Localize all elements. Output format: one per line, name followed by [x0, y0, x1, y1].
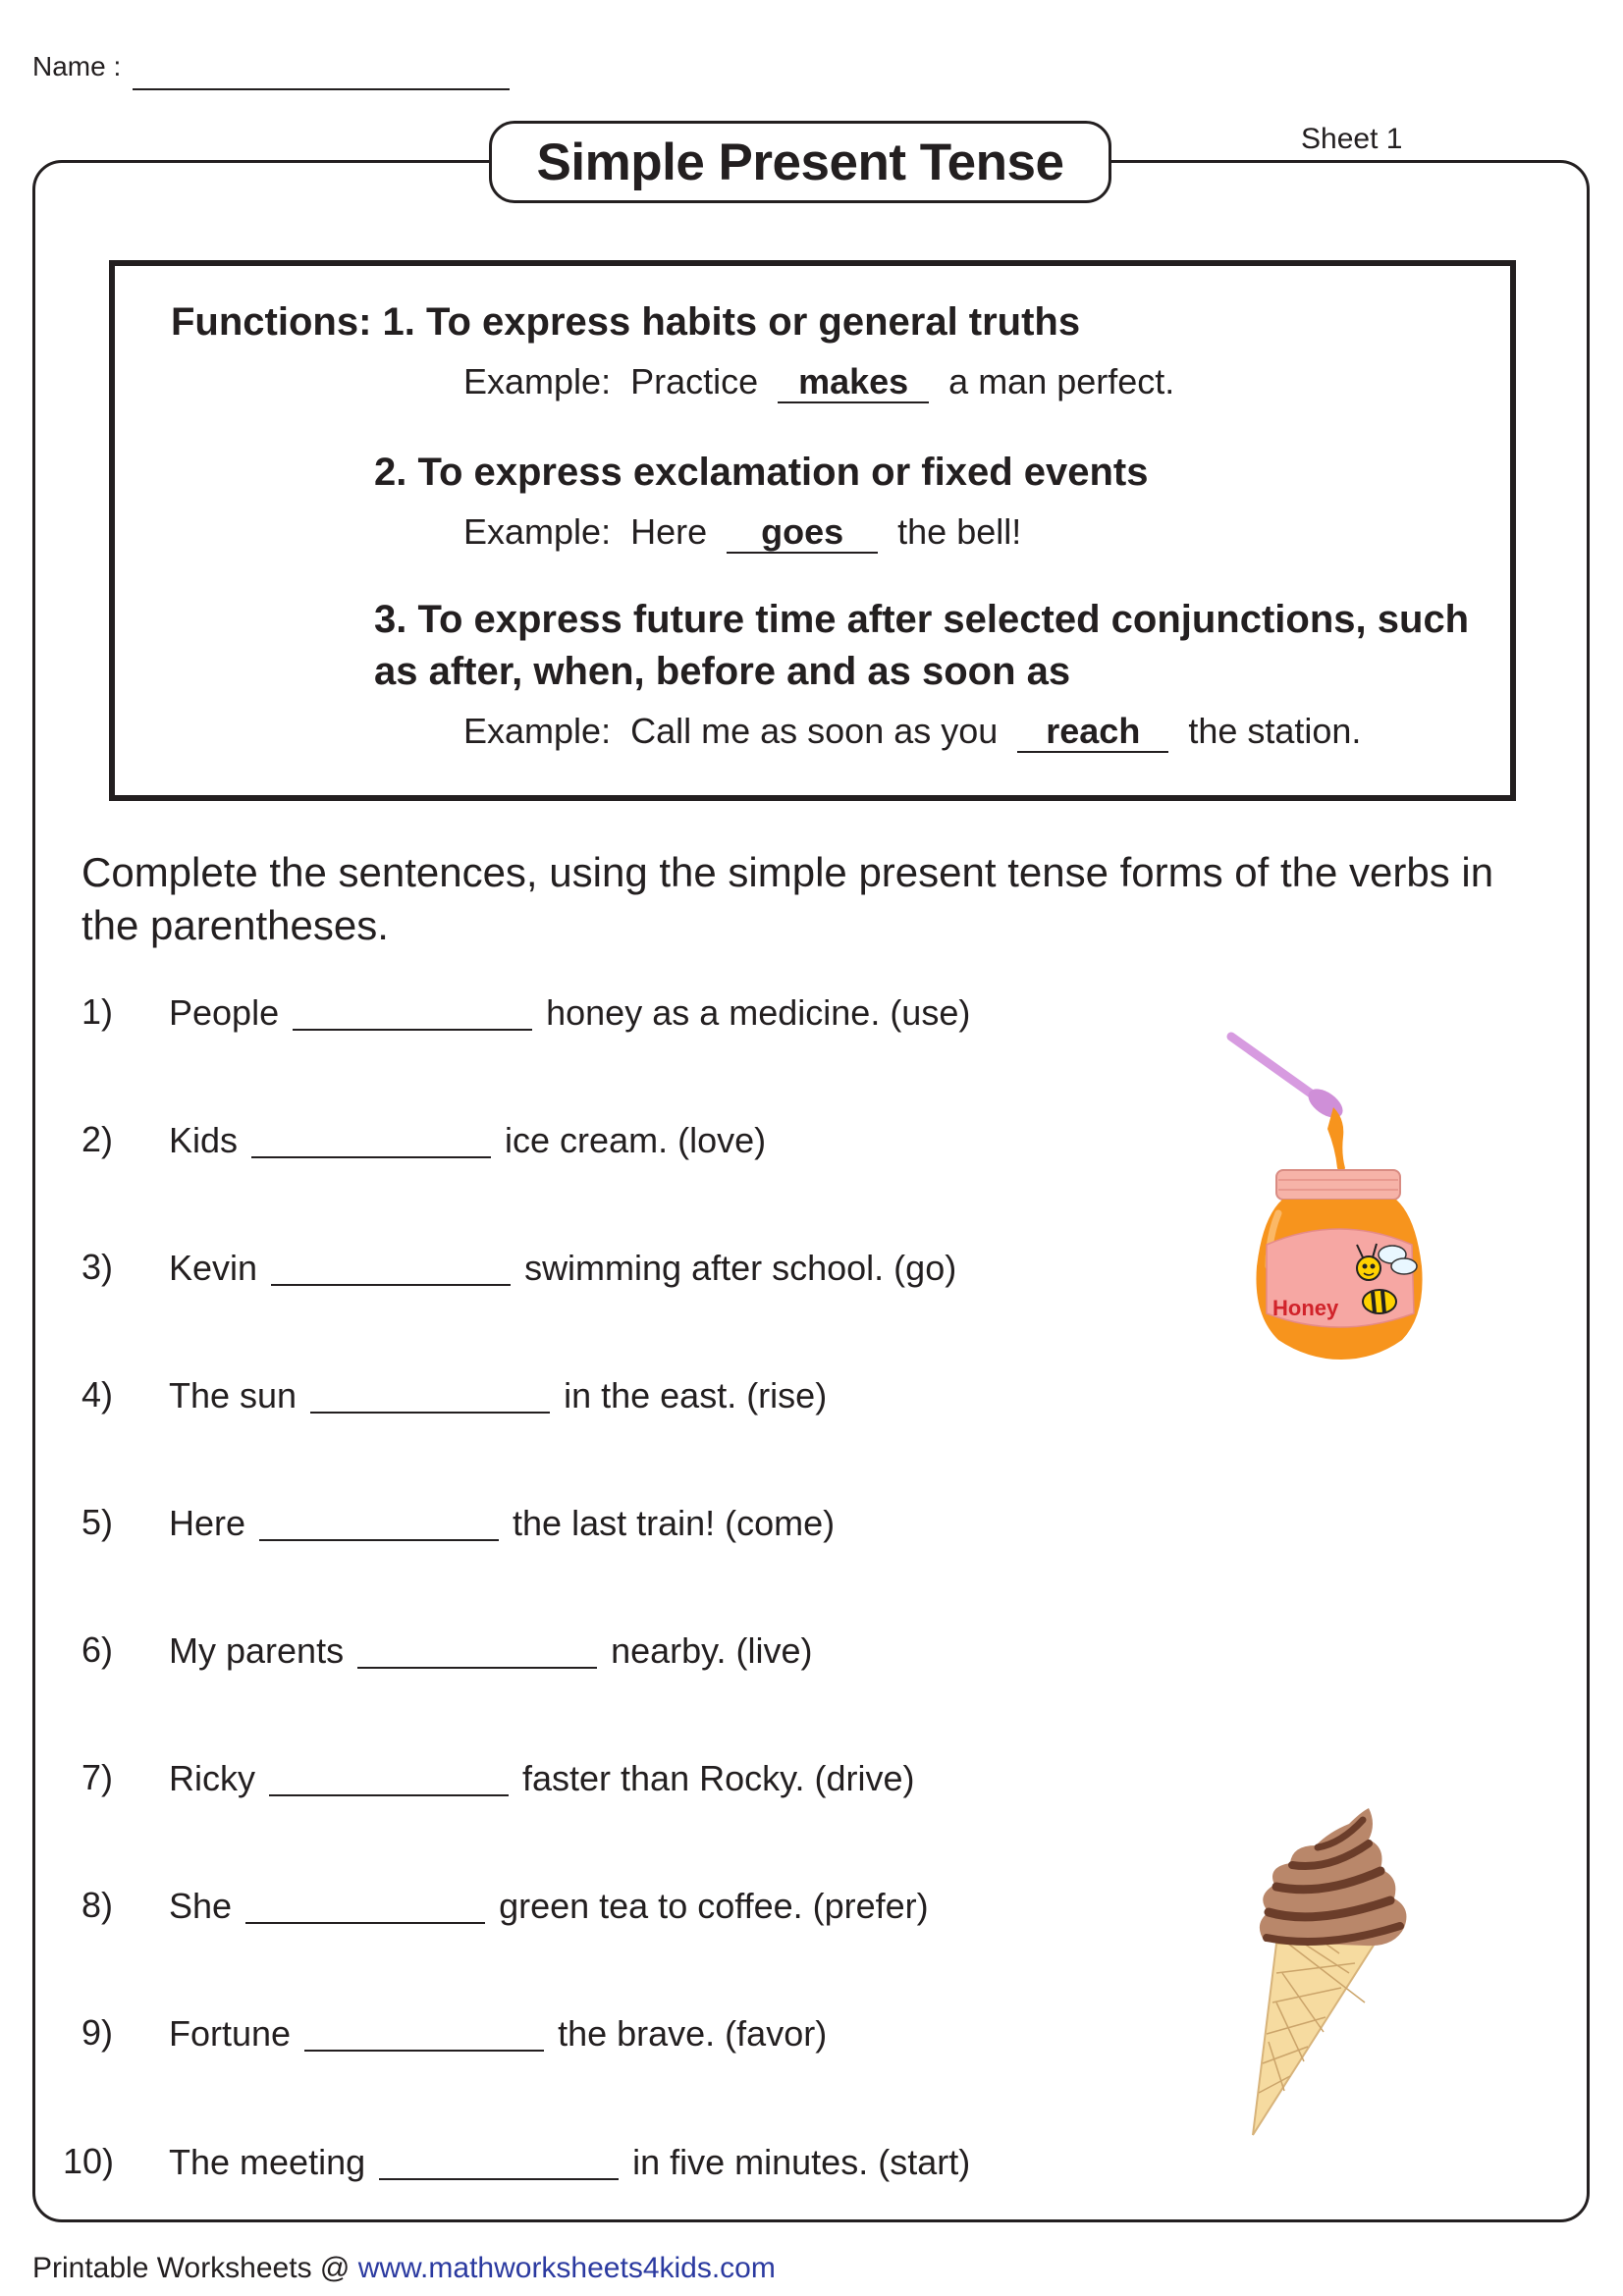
footer-url-link[interactable]: www.mathworksheets4kids.com	[357, 2252, 776, 2284]
answer-blank[interactable]	[259, 1502, 499, 1541]
question-number: 10)	[63, 2141, 115, 2181]
worksheet-title	[489, 121, 1111, 203]
worksheet-title-text: Simple Present Tense	[536, 133, 1064, 191]
answer-blank[interactable]	[310, 1374, 550, 1414]
function-2-heading: 2. To express exclamation or fixed events	[374, 451, 1149, 494]
answer-blank[interactable]	[357, 1629, 597, 1669]
question-number: 1)	[81, 991, 114, 1032]
example-label: Example:	[463, 361, 612, 401]
cone-icon	[1253, 1944, 1375, 2135]
example-after: the station.	[1188, 711, 1362, 751]
question-text-after: faster than Rocky. (drive)	[522, 1758, 915, 1798]
instruction-text: Complete the sentences, using the simple present tense forms of the verbs in the parentheses.	[81, 849, 1494, 948]
question-number: 7)	[81, 1757, 114, 1797]
question-text-before: Kids	[169, 1120, 239, 1160]
example-after: a man perfect.	[948, 361, 1175, 401]
question-text-after: nearby. (live)	[611, 1630, 813, 1671]
question-text-after: the last train! (come)	[513, 1503, 836, 1543]
answer-blank[interactable]	[269, 1757, 509, 1796]
example-answer: goes	[727, 511, 878, 554]
question-text-before: People	[169, 992, 280, 1033]
name-field-line[interactable]	[133, 88, 510, 90]
question-text-after: in five minutes. (start)	[632, 2142, 971, 2182]
example-answer: makes	[778, 361, 929, 403]
functions-prefix: Functions:	[171, 300, 372, 344]
question-text-before: Ricky	[169, 1758, 255, 1798]
question-text-after: honey as a medicine. (use)	[546, 992, 971, 1033]
question-text-before: Here	[169, 1503, 246, 1543]
answer-blank[interactable]	[293, 991, 532, 1031]
question-text-after: swimming after school. (go)	[524, 1248, 957, 1288]
example-answer: reach	[1017, 711, 1168, 753]
example-before: Call me as soon as you	[630, 711, 999, 751]
question-text-before: The sun	[169, 1375, 298, 1415]
answer-blank[interactable]	[271, 1247, 511, 1286]
function-3-example	[463, 711, 1361, 753]
example-before: Practice	[630, 361, 759, 401]
example-label: Example:	[463, 511, 612, 552]
question-text-before: The meeting	[169, 2142, 366, 2182]
honey-jar-illustration	[1217, 1021, 1443, 1389]
question-number: 2)	[81, 1119, 114, 1159]
footer	[32, 2252, 776, 2285]
name-label: Name :	[32, 51, 122, 81]
answer-blank[interactable]	[304, 2012, 544, 2052]
question-number: 6)	[81, 1629, 114, 1670]
ice-cream-illustration	[1247, 1806, 1434, 2140]
sheet-label: Sheet 1	[1301, 123, 1403, 155]
question-number: 3)	[81, 1247, 114, 1287]
question-text-before: She	[169, 1886, 233, 1926]
question-text-after: ice cream. (love)	[505, 1120, 767, 1160]
example-after: the bell!	[897, 511, 1022, 552]
question-text-before: My parents	[169, 1630, 345, 1671]
question-text-after: the brave. (favor)	[558, 2013, 828, 2054]
function-3-heading-line2: as after, when, before and as soon as	[374, 650, 1071, 693]
question-number: 8)	[81, 1885, 114, 1925]
question-number: 5)	[81, 1502, 114, 1542]
question-number: 9)	[81, 2012, 114, 2053]
answer-blank[interactable]	[245, 1885, 485, 1924]
answer-blank[interactable]	[379, 2141, 619, 2180]
function-3-heading-line1: 3. To express future time after selected conjunctions, such	[374, 598, 1470, 641]
question-text-after: green tea to coffee. (prefer)	[499, 1886, 929, 1926]
spoon-icon	[1231, 1037, 1348, 1123]
function-1-example	[463, 361, 1174, 403]
function-1-heading	[171, 300, 1080, 345]
ice-cream-icon	[1260, 1808, 1407, 1946]
question-text-after: in the east. (rise)	[564, 1375, 828, 1415]
footer-prefix: Printable Worksheets @	[32, 2252, 351, 2284]
function-1-title: 1. To express habits or general truths	[382, 300, 1081, 344]
question-number: 4)	[81, 1374, 114, 1415]
honey-jar-label: Honey	[1272, 1296, 1339, 1320]
question-text-before: Kevin	[169, 1248, 258, 1288]
example-label: Example:	[463, 711, 612, 751]
question-text-before: Fortune	[169, 2013, 292, 2054]
function-2-example	[463, 511, 1021, 554]
answer-blank[interactable]	[251, 1119, 491, 1158]
example-before: Here	[630, 511, 708, 552]
